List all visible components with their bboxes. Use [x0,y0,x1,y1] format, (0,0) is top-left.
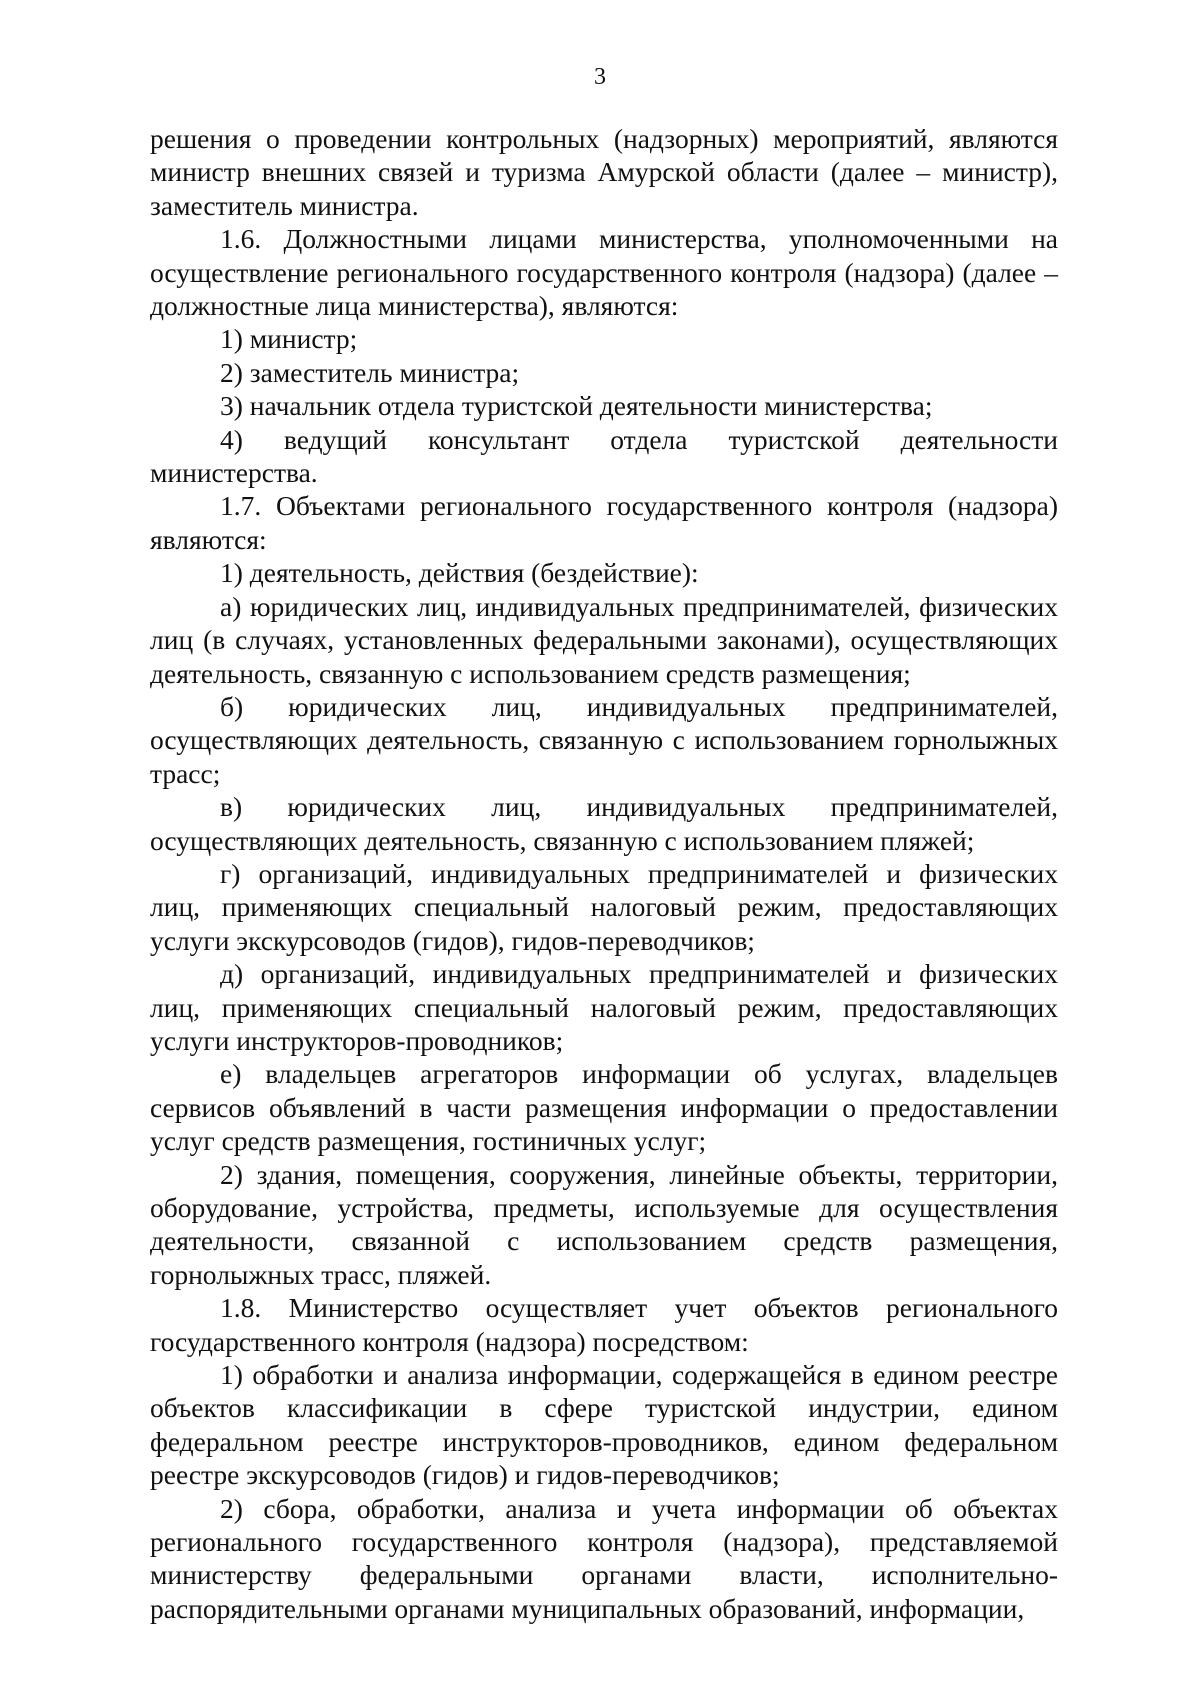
paragraph: г) организаций, индивидуальных предпринимателей и физических лиц, применяющих специальный налоговый режим, предоставляющих услуги экскурсоводов (гидов), гидов-переводчиков; [150,857,1058,956]
paragraph: 2) здания, помещения, сооружения, линейные объекты, территории, оборудование, устройства, предметы, используемые для осуществления деятельности, связанной с использованием средств размещения, горнолыжных трасс, пляжей. [150,1158,1058,1290]
paragraph: в) юридических лиц, индивидуальных предпринимателей, осуществляющих деятельность, связанную с использованием пляжей; [150,791,1058,856]
paragraph: 1.8. Министерство осуществляет учет объектов регионального государственного контроля (надзора) посредством: [150,1292,1058,1357]
paragraph: 1) министр; [220,323,358,355]
paragraph: б) юридических лиц, индивидуальных предпринимателей, осуществляющих деятельность, связанную с использованием горнолыжных трасс; [150,690,1058,789]
paragraph: 1.6. Должностными лицами министерства, уполномоченными на осуществление регионального государственного контроля (надзора) (далее – должностные лица министерства), являются: [150,223,1058,322]
paragraph: 4) ведущий консультант отдела туристской деятельности министерства. [150,423,1058,489]
page-number: 3 [594,64,606,90]
paragraph: а) юридических лиц, индивидуальных предпринимателей, физических лиц (в случаях, установленных федеральными законами), осуществляющих деятельность, связанную с использованием средств размещения; [150,590,1058,689]
paragraph: 2) сбора, обработки, анализа и учета информации об объектах регионального государственного контроля (надзора), представляемой министерству федеральными органами власти, исполнительно-распорядительными органами муниципальных образований, информации, [150,1492,1058,1624]
paragraph: е) владельцев агрегаторов информации об услугах, владельцев сервисов объявлений в части размещения информации о предоставлении услуг средств размещения, гостиничных услуг; [150,1058,1058,1157]
paragraph: 3) начальник отдела туристской деятельности министерства; [220,390,933,422]
paragraph: 1) обработки и анализа информации, содержащейся в едином реестре объектов классификации в сфере туристской индустрии, едином федеральном реестре инструкторов-проводников, едином федеральном реестре экскурсоводов (гидов) и гидов-переводчиков; [150,1359,1058,1491]
document-body [150,122,1058,1625]
paragraph: 1.7. Объектами регионального государственного контроля (надзора) являются: [150,490,1058,555]
paragraph: 1) деятельность, действия (бездействие): [220,557,699,589]
paragraph: д) организаций, индивидуальных предпринимателей и физических лиц, применяющих специальный налоговый режим, предоставляющих услуги инструкторов-проводников; [150,958,1058,1056]
paragraph: решения о проведении контрольных (надзорных) мероприятий, являются министр внешних связей и туризма Амурской области (далее – министр), заместитель министра. [150,123,1058,221]
paragraph: 2) заместитель министра; [220,356,520,388]
